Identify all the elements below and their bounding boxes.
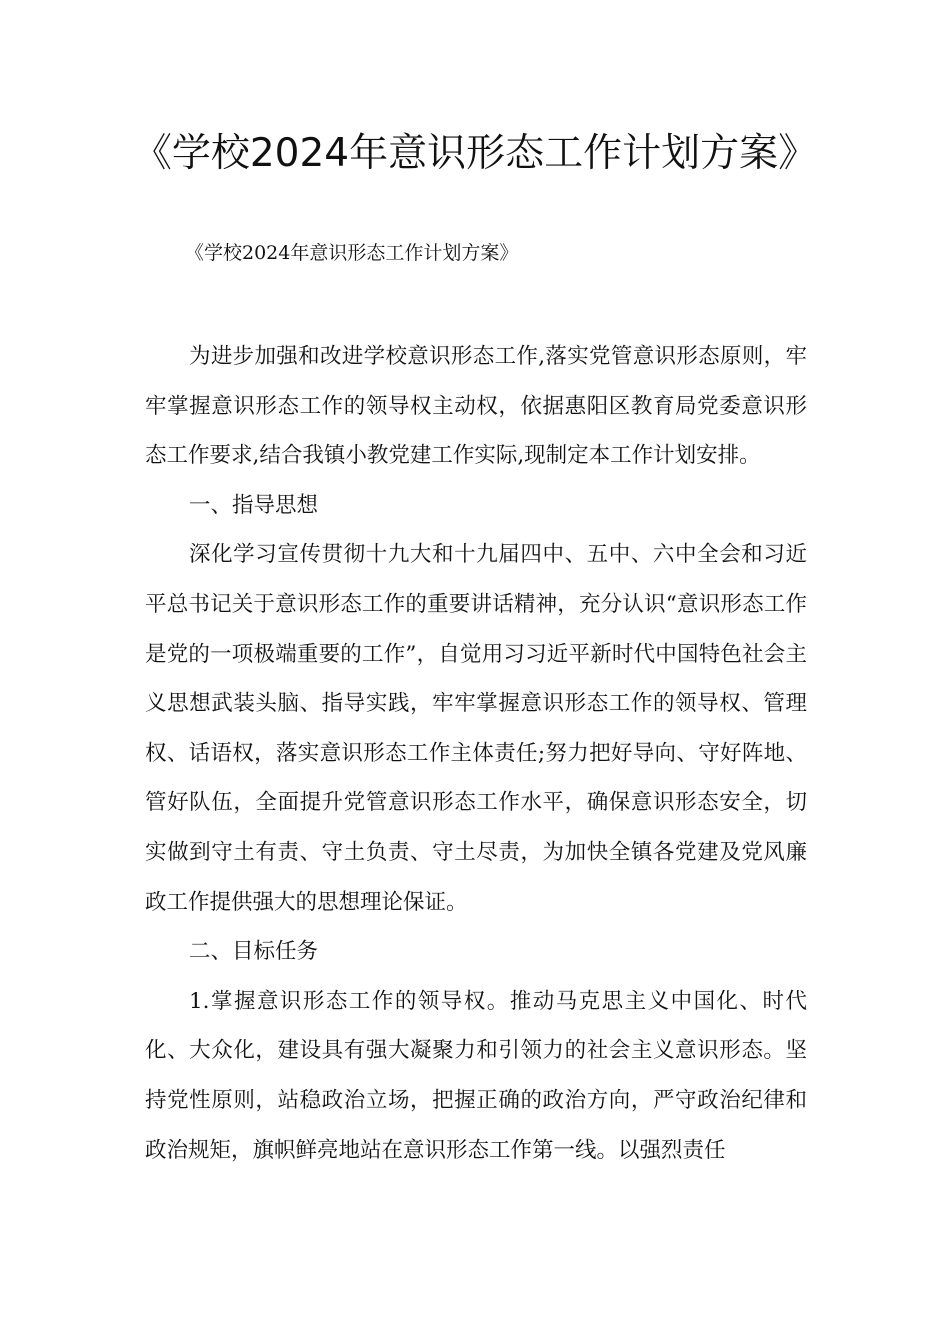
goal-item-1-paragraph: 1.掌握意识形态工作的领导权。推动马克思主义中国化、时代化、大众化，建设具有强大凝聚力和引领力的社会主义意识形态。坚持党性原则，站稳政治立场，把握正确的政治方向，严守政治纪律和政治规矩，旗帜鲜亮地站在意识形态工作第一线。以强烈责任 bbox=[145, 988, 807, 1163]
guiding-thought-paragraph: 深化学习宣传贯彻十九大和十九届四中、五中、六中全会和习近平总书记关于意识形态工作的重要讲话精神，充分认识“意识形态工作是党的一项极端重要的工作”，自觉用习习近平新时代中国特色社会主义思想武装头脑、指导实践，牢牢掌握意识形态工作的领导权、管理权、话语权，落实意识形态工作主体责任;努力把好导向、守好阵地、管好队伍，全面提升党管意识形态工作水平，确保意识形态安全，切实做到守土有责、守土负责、守土尽责，为加快全镇各党建及党风廉政工作提供强大的思想理论保证。 bbox=[145, 542, 807, 915]
document-subtitle: 《学校2024年意识形态工作计划方案》 bbox=[185, 242, 519, 264]
section-heading-guiding-thought: 一、指导思想 bbox=[189, 492, 319, 518]
section-heading-goals: 二、目标任务 bbox=[189, 939, 319, 965]
intro-paragraph: 为进步加强和改进学校意识形态工作,落实党管意识形态原则，牢牢掌握意识形态工作的领导权主动权，依据惠阳区教育局党委意识形态工作要求,结合我镇小教党建工作实际,现制定本工作计划安排。 bbox=[145, 344, 807, 469]
document-body bbox=[145, 332, 807, 1175]
document-title: 《学校2024年意识形态工作计划方案》 bbox=[132, 131, 818, 176]
